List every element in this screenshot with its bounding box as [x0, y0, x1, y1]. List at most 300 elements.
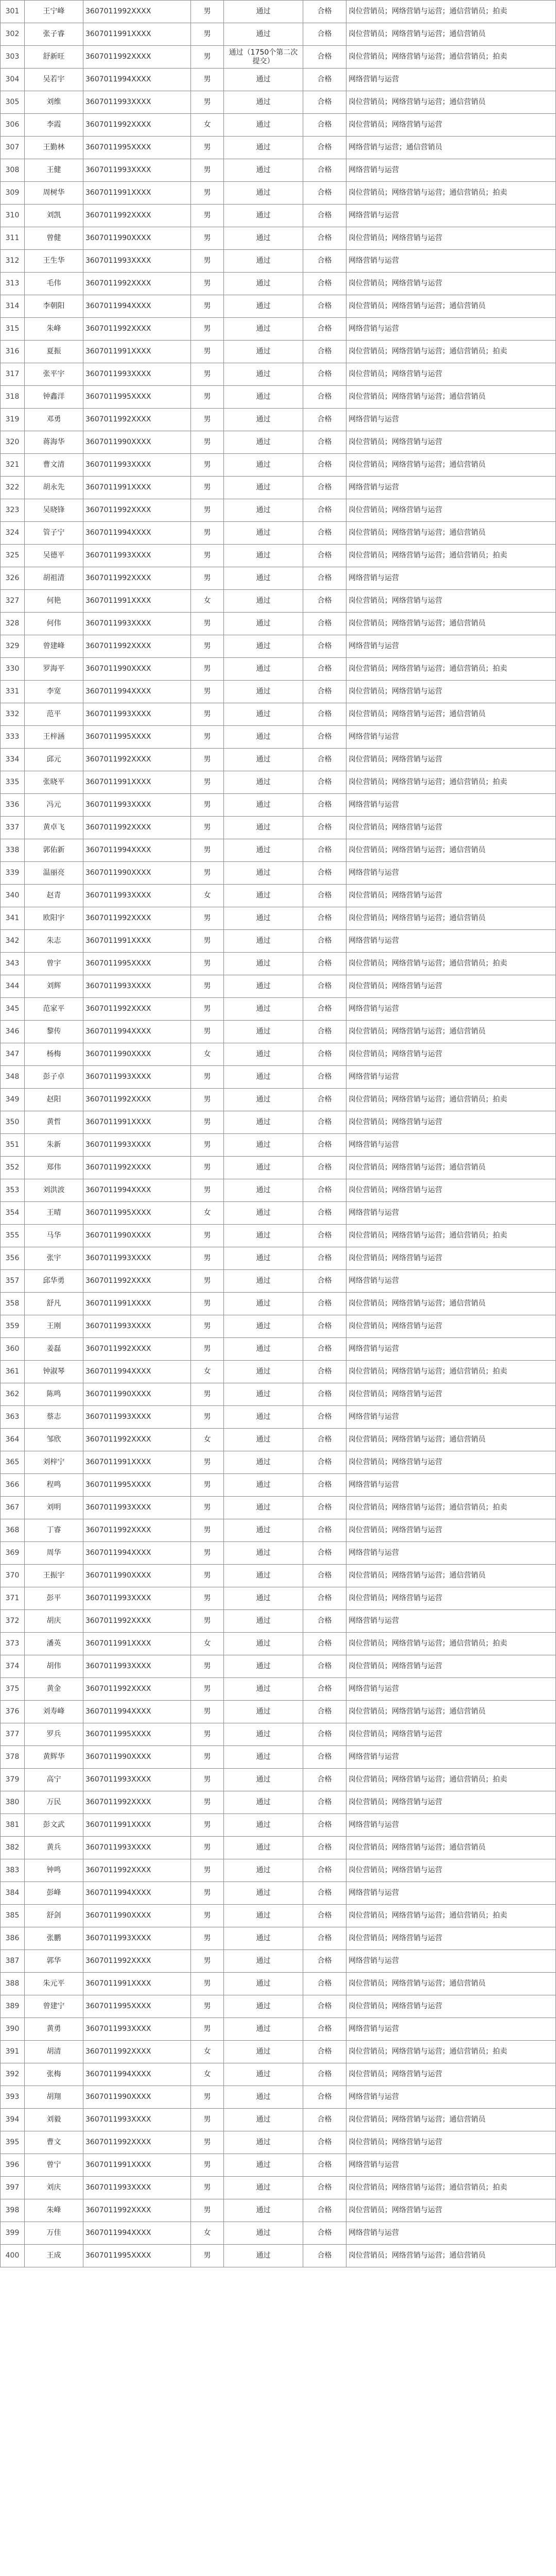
- person-name: 温丽亮: [25, 862, 83, 885]
- sex: 男: [191, 1723, 224, 1746]
- certificate-categories: 岗位营销员；网络营销与运营；通信营销员；拍卖: [346, 1089, 556, 1111]
- conclusion: 合格: [303, 1270, 346, 1293]
- person-name: 黄兵: [25, 1837, 83, 1859]
- id-number: 3607011990XXXX: [83, 1225, 191, 1247]
- sex: 男: [191, 749, 224, 771]
- sex: 男: [191, 703, 224, 726]
- certificate-categories: 网络营销与运营: [346, 1678, 556, 1701]
- conclusion: 合格: [303, 1905, 346, 1927]
- person-name: 胡翔: [25, 2086, 83, 2109]
- certificate-categories: 网络营销与运营: [346, 1950, 556, 1973]
- certificate-categories: 岗位营销员；网络营销与运营: [346, 499, 556, 522]
- row-number: 337: [1, 817, 25, 839]
- table-row: [1, 46, 556, 69]
- table-row: [1, 1406, 556, 1429]
- person-name: 郭佑新: [25, 839, 83, 862]
- certificate-categories: 岗位营销员；网络营销与运营；通信营销员；拍卖: [346, 1633, 556, 1655]
- exam-result: 通过: [224, 1247, 303, 1270]
- row-number: 386: [1, 1927, 25, 1950]
- id-number: 3607011993XXXX: [83, 613, 191, 635]
- id-number: 3607011992XXXX: [83, 2199, 191, 2222]
- row-number: 317: [1, 363, 25, 386]
- conclusion: 合格: [303, 771, 346, 794]
- conclusion: 合格: [303, 46, 346, 69]
- id-number: 3607011993XXXX: [83, 1837, 191, 1859]
- sex: 男: [191, 2086, 224, 2109]
- row-number: 340: [1, 885, 25, 907]
- row-number: 339: [1, 862, 25, 885]
- exam-result: 通过: [224, 2177, 303, 2199]
- exam-result: 通过: [224, 2199, 303, 2222]
- sex: 男: [191, 2177, 224, 2199]
- person-name: 黄卓飞: [25, 817, 83, 839]
- certificate-categories: 岗位营销员；网络营销与运营；通信营销员: [346, 1021, 556, 1043]
- person-name: 舒凡: [25, 1293, 83, 1315]
- conclusion: 合格: [303, 907, 346, 930]
- row-number: 373: [1, 1633, 25, 1655]
- id-number: 3607011992XXXX: [83, 1429, 191, 1451]
- certificate-categories: 岗位营销员；网络营销与运营；通信营销员；拍卖: [346, 1497, 556, 1519]
- exam-result: 通过: [224, 2154, 303, 2177]
- id-number: 3607011991XXXX: [83, 1293, 191, 1315]
- table-row: [1, 545, 556, 567]
- person-name: 曾宇: [25, 953, 83, 975]
- row-number: 311: [1, 227, 25, 250]
- conclusion: 合格: [303, 1587, 346, 1610]
- row-number: 347: [1, 1043, 25, 1066]
- exam-result: 通过: [224, 1225, 303, 1247]
- person-name: 胡庆: [25, 1610, 83, 1633]
- sex: 男: [191, 1293, 224, 1315]
- table-row: [1, 1247, 556, 1270]
- certificate-categories: 网络营销与运营: [346, 862, 556, 885]
- certificate-categories: 岗位营销员；网络营销与运营；通信营销员: [346, 91, 556, 114]
- table-row: [1, 930, 556, 953]
- certificate-categories: 岗位营销员；网络营销与运营: [346, 1519, 556, 1542]
- row-number: 349: [1, 1089, 25, 1111]
- table-row: [1, 2109, 556, 2131]
- id-number: 3607011990XXXX: [83, 431, 191, 454]
- sex: 男: [191, 2199, 224, 2222]
- table-row: [1, 1451, 556, 1474]
- table-row: [1, 613, 556, 635]
- exam-result: 通过: [224, 227, 303, 250]
- sex: 男: [191, 1315, 224, 1338]
- id-number: 3607011990XXXX: [83, 1383, 191, 1406]
- id-number: 3607011992XXXX: [83, 1270, 191, 1293]
- table-row: [1, 23, 556, 46]
- exam-result: 通过: [224, 1655, 303, 1678]
- person-name: 刘寿峰: [25, 1701, 83, 1723]
- conclusion: 合格: [303, 749, 346, 771]
- exam-result: 通过: [224, 1587, 303, 1610]
- sex: 男: [191, 2154, 224, 2177]
- sex: 女: [191, 2063, 224, 2086]
- certificate-categories: 网络营销与运营: [346, 2154, 556, 2177]
- conclusion: 合格: [303, 1315, 346, 1338]
- certificate-categories: 岗位营销员；网络营销与运营: [346, 1995, 556, 2018]
- conclusion: 合格: [303, 1542, 346, 1565]
- sex: 男: [191, 273, 224, 295]
- exam-result: 通过: [224, 1021, 303, 1043]
- exam-result: 通过: [224, 1769, 303, 1791]
- person-name: 胡清: [25, 2041, 83, 2063]
- table-row: [1, 1179, 556, 1202]
- table-row: [1, 1338, 556, 1361]
- sex: 男: [191, 1406, 224, 1429]
- row-number: 369: [1, 1542, 25, 1565]
- certificate-categories: 岗位营销员；网络营销与运营: [346, 1315, 556, 1338]
- conclusion: 合格: [303, 137, 346, 159]
- sex: 女: [191, 885, 224, 907]
- sex: 男: [191, 1655, 224, 1678]
- row-number: 330: [1, 658, 25, 681]
- certificate-categories: 岗位营销员；网络营销与运营；通信营销员；拍卖: [346, 341, 556, 363]
- certificate-categories: 岗位营销员；网络营销与运营: [346, 2131, 556, 2154]
- person-name: 刘凯: [25, 205, 83, 227]
- person-name: 舒剑: [25, 1905, 83, 1927]
- exam-result: 通过: [224, 137, 303, 159]
- conclusion: 合格: [303, 409, 346, 431]
- conclusion: 合格: [303, 454, 346, 477]
- person-name: 郑伟: [25, 1157, 83, 1179]
- row-number: 396: [1, 2154, 25, 2177]
- table-row: [1, 1927, 556, 1950]
- conclusion: 合格: [303, 1655, 346, 1678]
- row-number: 377: [1, 1723, 25, 1746]
- id-number: 3607011993XXXX: [83, 2109, 191, 2131]
- person-name: 蒋海华: [25, 431, 83, 454]
- exam-result: 通过: [224, 930, 303, 953]
- certificate-categories: 岗位营销员；网络营销与运营: [346, 1451, 556, 1474]
- conclusion: 合格: [303, 1406, 346, 1429]
- row-number: 336: [1, 794, 25, 817]
- id-number: 3607011993XXXX: [83, 1769, 191, 1791]
- sex: 男: [191, 1338, 224, 1361]
- conclusion: 合格: [303, 2041, 346, 2063]
- id-number: 3607011990XXXX: [83, 1905, 191, 1927]
- sex: 男: [191, 1474, 224, 1497]
- id-number: 3607011992XXXX: [83, 1157, 191, 1179]
- row-number: 302: [1, 23, 25, 46]
- exam-result: 通过: [224, 1474, 303, 1497]
- table-row: [1, 2041, 556, 2063]
- exam-result: 通过: [224, 1701, 303, 1723]
- certificate-categories: 岗位营销员；网络营销与运营；通信营销员: [346, 295, 556, 318]
- sex: 男: [191, 1927, 224, 1950]
- table-row: [1, 522, 556, 545]
- table-row: [1, 567, 556, 590]
- exam-result: 通过: [224, 1134, 303, 1157]
- sex: 男: [191, 839, 224, 862]
- id-number: 3607011994XXXX: [83, 1179, 191, 1202]
- row-number: 309: [1, 182, 25, 205]
- row-number: 305: [1, 91, 25, 114]
- id-number: 3607011992XXXX: [83, 2041, 191, 2063]
- person-name: 刘梓宁: [25, 1451, 83, 1474]
- id-number: 3607011994XXXX: [83, 839, 191, 862]
- id-number: 3607011993XXXX: [83, 1406, 191, 1429]
- sex: 男: [191, 1519, 224, 1542]
- certificate-categories: 岗位营销员；网络营销与运营；通信营销员；拍卖: [346, 1, 556, 23]
- exam-result: 通过: [224, 2018, 303, 2041]
- exam-result: 通过: [224, 250, 303, 273]
- conclusion: 合格: [303, 1157, 346, 1179]
- exam-result: 通过: [224, 1157, 303, 1179]
- person-name: 朱元平: [25, 1973, 83, 1995]
- id-number: 3607011992XXXX: [83, 114, 191, 137]
- exam-result: 通过: [224, 590, 303, 613]
- row-number: 368: [1, 1519, 25, 1542]
- table-row: [1, 477, 556, 499]
- conclusion: 合格: [303, 1701, 346, 1723]
- id-number: 3607011995XXXX: [83, 1995, 191, 2018]
- person-name: 马华: [25, 1225, 83, 1247]
- row-number: 381: [1, 1814, 25, 1837]
- person-name: 罗海平: [25, 658, 83, 681]
- row-number: 303: [1, 46, 25, 69]
- person-name: 彭子卓: [25, 1066, 83, 1089]
- exam-result: 通过: [224, 499, 303, 522]
- exam-result: 通过: [224, 1882, 303, 1905]
- table-row: [1, 681, 556, 703]
- sex: 男: [191, 794, 224, 817]
- row-number: 398: [1, 2199, 25, 2222]
- id-number: 3607011994XXXX: [83, 1021, 191, 1043]
- row-number: 384: [1, 1882, 25, 1905]
- sex: 男: [191, 386, 224, 409]
- id-number: 3607011993XXXX: [83, 1134, 191, 1157]
- conclusion: 合格: [303, 658, 346, 681]
- certificate-categories: 网络营销与运营: [346, 1542, 556, 1565]
- row-number: 310: [1, 205, 25, 227]
- exam-result: 通过: [224, 1179, 303, 1202]
- conclusion: 合格: [303, 2154, 346, 2177]
- row-number: 365: [1, 1451, 25, 1474]
- person-name: 高宁: [25, 1769, 83, 1791]
- conclusion: 合格: [303, 2018, 346, 2041]
- person-name: 彭峰: [25, 1882, 83, 1905]
- exam-result: 通过: [224, 862, 303, 885]
- sex: 男: [191, 1973, 224, 1995]
- exam-result: 通过: [224, 2109, 303, 2131]
- id-number: 3607011992XXXX: [83, 1519, 191, 1542]
- exam-result: 通过: [224, 1837, 303, 1859]
- table-row: [1, 1429, 556, 1451]
- row-number: 393: [1, 2086, 25, 2109]
- conclusion: 合格: [303, 2063, 346, 2086]
- exam-result: 通过: [224, 794, 303, 817]
- certificate-categories: 网络营销与运营: [346, 318, 556, 341]
- exam-result: 通过: [224, 1791, 303, 1814]
- certificate-categories: 岗位营销员；网络营销与运营；通信营销员: [346, 386, 556, 409]
- certificate-categories: 网络营销与运营: [346, 477, 556, 499]
- certificate-categories: 岗位营销员；网络营销与运营；通信营销员；拍卖: [346, 46, 556, 69]
- person-name: 黄哲: [25, 1111, 83, 1134]
- table-row: [1, 409, 556, 431]
- certificate-categories: 岗位营销员；网络营销与运营；通信营销员；拍卖: [346, 771, 556, 794]
- conclusion: 合格: [303, 2086, 346, 2109]
- conclusion: 合格: [303, 1995, 346, 2018]
- roster-body: [1, 1, 556, 2267]
- certificate-categories: 岗位营销员；网络营销与运营: [346, 975, 556, 998]
- id-number: 3607011993XXXX: [83, 794, 191, 817]
- exam-result: 通过: [224, 1723, 303, 1746]
- sex: 男: [191, 363, 224, 386]
- row-number: 356: [1, 1247, 25, 1270]
- table-row: [1, 2063, 556, 2086]
- id-number: 3607011993XXXX: [83, 1315, 191, 1338]
- id-number: 3607011992XXXX: [83, 817, 191, 839]
- exam-result: 通过: [224, 613, 303, 635]
- person-name: 王生华: [25, 250, 83, 273]
- exam-result: 通过: [224, 1089, 303, 1111]
- exam-result: 通过: [224, 1406, 303, 1429]
- sex: 男: [191, 1225, 224, 1247]
- table-row: [1, 1270, 556, 1293]
- table-row: [1, 703, 556, 726]
- conclusion: 合格: [303, 794, 346, 817]
- exam-result: 通过: [224, 658, 303, 681]
- exam-result: 通过: [224, 817, 303, 839]
- conclusion: 合格: [303, 1451, 346, 1474]
- conclusion: 合格: [303, 1950, 346, 1973]
- sex: 男: [191, 1542, 224, 1565]
- conclusion: 合格: [303, 1361, 346, 1383]
- person-name: 黎传: [25, 1021, 83, 1043]
- person-name: 范家平: [25, 998, 83, 1021]
- table-row: [1, 499, 556, 522]
- id-number: 3607011995XXXX: [83, 726, 191, 749]
- person-name: 王勤林: [25, 137, 83, 159]
- person-name: 曾健: [25, 227, 83, 250]
- table-row: [1, 1134, 556, 1157]
- row-number: 362: [1, 1383, 25, 1406]
- person-name: 朱志: [25, 930, 83, 953]
- conclusion: 合格: [303, 23, 346, 46]
- person-name: 钟淑琴: [25, 1361, 83, 1383]
- id-number: 3607011995XXXX: [83, 953, 191, 975]
- certificate-categories: 岗位营销员；网络营销与运营: [346, 1111, 556, 1134]
- sex: 男: [191, 23, 224, 46]
- conclusion: 合格: [303, 1474, 346, 1497]
- person-name: 邹欣: [25, 1429, 83, 1451]
- person-name: 刘明: [25, 1497, 83, 1519]
- certificate-categories: 岗位营销员；网络营销与运营: [346, 1383, 556, 1406]
- table-row: [1, 1587, 556, 1610]
- certificate-categories: 网络营销与运营；通信营销员: [346, 137, 556, 159]
- conclusion: 合格: [303, 567, 346, 590]
- id-number: 3607011992XXXX: [83, 1089, 191, 1111]
- conclusion: 合格: [303, 1293, 346, 1315]
- row-number: 319: [1, 409, 25, 431]
- table-row: [1, 273, 556, 295]
- conclusion: 合格: [303, 817, 346, 839]
- person-name: 吴德平: [25, 545, 83, 567]
- id-number: 3607011992XXXX: [83, 273, 191, 295]
- table-row: [1, 1021, 556, 1043]
- exam-result: 通过: [224, 998, 303, 1021]
- id-number: 3607011991XXXX: [83, 23, 191, 46]
- conclusion: 合格: [303, 1, 346, 23]
- conclusion: 合格: [303, 1882, 346, 1905]
- id-number: 3607011994XXXX: [83, 522, 191, 545]
- certificate-categories: 网络营销与运营: [346, 1746, 556, 1769]
- exam-result: 通过: [224, 885, 303, 907]
- id-number: 3607011994XXXX: [83, 2063, 191, 2086]
- table-row: [1, 1905, 556, 1927]
- sex: 男: [191, 635, 224, 658]
- certificate-categories: 岗位营销员；网络营销与运营: [346, 885, 556, 907]
- id-number: 3607011992XXXX: [83, 499, 191, 522]
- row-number: 328: [1, 613, 25, 635]
- sex: 男: [191, 1497, 224, 1519]
- certificate-categories: 网络营销与运营: [346, 2222, 556, 2245]
- table-row: [1, 590, 556, 613]
- row-number: 344: [1, 975, 25, 998]
- row-number: 363: [1, 1406, 25, 1429]
- exam-result: 通过: [224, 159, 303, 182]
- row-number: 324: [1, 522, 25, 545]
- certificate-categories: 网络营销与运营: [346, 635, 556, 658]
- exam-result: 通过: [224, 1950, 303, 1973]
- certificate-categories: 岗位营销员；网络营销与运营: [346, 590, 556, 613]
- sex: 男: [191, 1769, 224, 1791]
- row-number: 327: [1, 590, 25, 613]
- id-number: 3607011990XXXX: [83, 1746, 191, 1769]
- sex: 男: [191, 1746, 224, 1769]
- conclusion: 合格: [303, 1565, 346, 1587]
- table-row: [1, 91, 556, 114]
- sex: 男: [191, 1383, 224, 1406]
- table-row: [1, 295, 556, 318]
- certificate-categories: 岗位营销员；网络营销与运营: [346, 817, 556, 839]
- conclusion: 合格: [303, 1723, 346, 1746]
- certificate-categories: 岗位营销员；网络营销与运营；通信营销员: [346, 1837, 556, 1859]
- sex: 男: [191, 1111, 224, 1134]
- row-number: 342: [1, 930, 25, 953]
- conclusion: 合格: [303, 1021, 346, 1043]
- sex: 男: [191, 2018, 224, 2041]
- row-number: 335: [1, 771, 25, 794]
- person-name: 丁睿: [25, 1519, 83, 1542]
- table-row: [1, 1497, 556, 1519]
- table-row: [1, 1814, 556, 1837]
- row-number: 318: [1, 386, 25, 409]
- row-number: 392: [1, 2063, 25, 2086]
- id-number: 3607011991XXXX: [83, 590, 191, 613]
- exam-result: 通过: [224, 318, 303, 341]
- id-number: 3607011991XXXX: [83, 341, 191, 363]
- row-number: 376: [1, 1701, 25, 1723]
- conclusion: 合格: [303, 635, 346, 658]
- certificate-categories: 岗位营销员；网络营销与运营；通信营销员: [346, 1565, 556, 1587]
- person-name: 刘庆: [25, 2177, 83, 2199]
- conclusion: 合格: [303, 1678, 346, 1701]
- person-name: 万民: [25, 1791, 83, 1814]
- certificate-categories: 岗位营销员；网络营销与运营: [346, 2199, 556, 2222]
- id-number: 3607011992XXXX: [83, 1791, 191, 1814]
- certificate-categories: 网络营销与运营: [346, 1610, 556, 1633]
- person-name: 潘英: [25, 1633, 83, 1655]
- table-row: [1, 2154, 556, 2177]
- person-name: 张平宇: [25, 363, 83, 386]
- sex: 男: [191, 182, 224, 205]
- sex: 男: [191, 1089, 224, 1111]
- exam-result: 通过: [224, 1859, 303, 1882]
- table-row: [1, 817, 556, 839]
- conclusion: 合格: [303, 930, 346, 953]
